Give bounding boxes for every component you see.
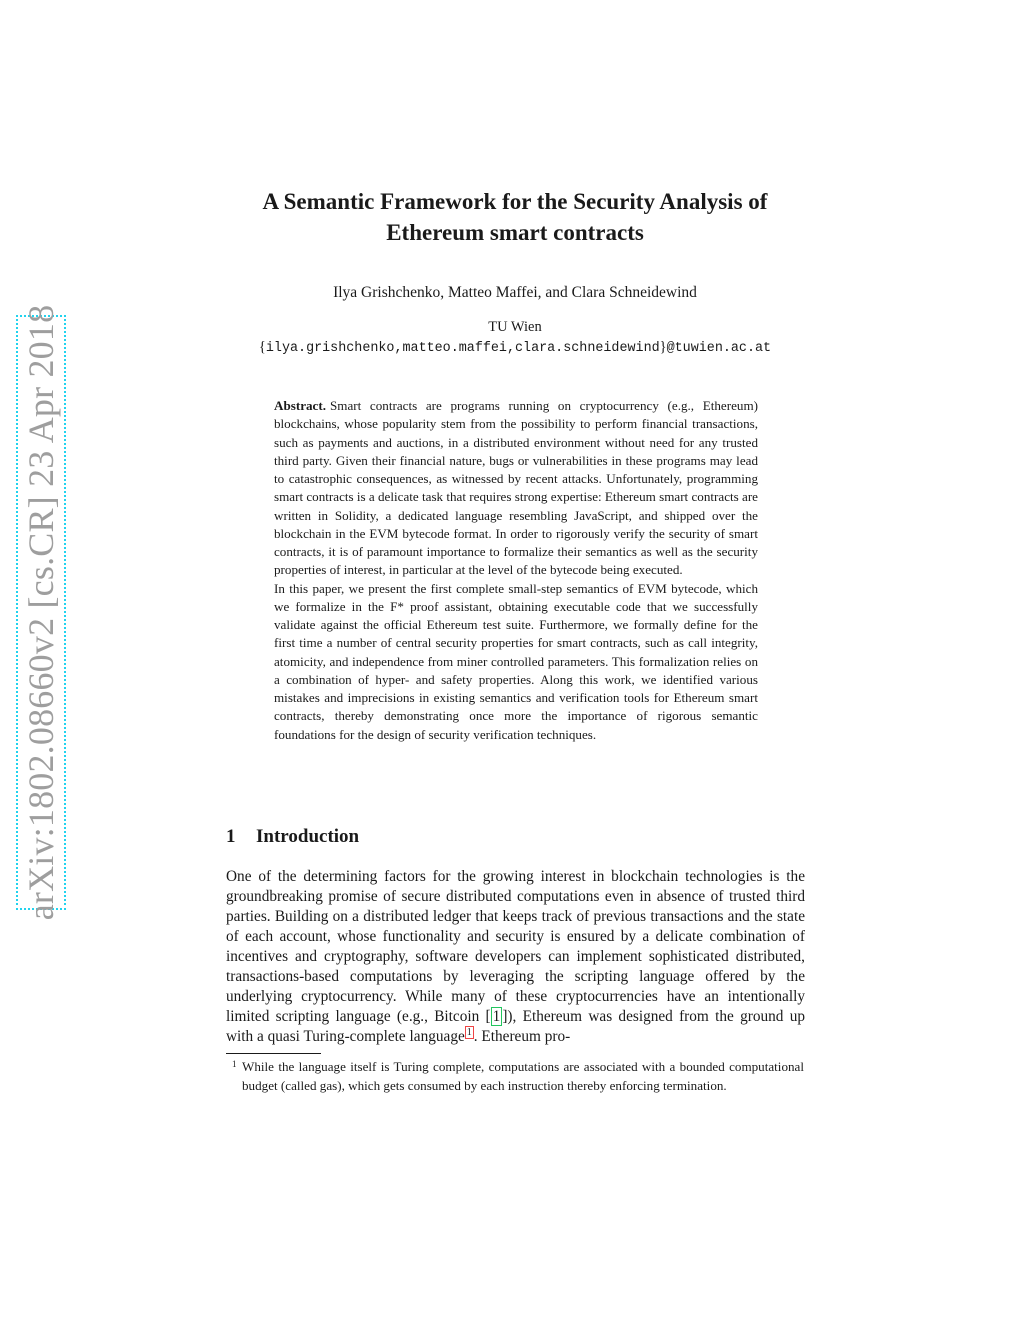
intro-text-3: . Ethereum pro- [473, 1028, 571, 1045]
title-line-2: Ethereum smart contracts [386, 220, 644, 245]
email-close-brace: } [659, 339, 667, 355]
arxiv-stamp-container [16, 304, 66, 921]
email-domain: @tuwien.ac.at [666, 341, 772, 356]
footnote-text: While the language itself is Turing complete, computations are associated with a bounded computational budget (called gas), which gets consumed by each instruction thereby enforcing termination. [242, 1059, 804, 1093]
intro-text-2: ]), Ethereum was designed from the ground up with a quasi Turing-complete language [226, 1008, 806, 1045]
abstract-text-1: Smart contracts are programs running on cryptocurrency (e.g., Ethereum) blockchains, whose popularity stem from the possibility to perform financial transactions, such as payments and auctions, in a distributed environment without need for any trusted third party. Given their financial nature, bugs or vulnerabilities in these programs may lead to catastrophic consequences, as witnessed by recent attacks. Unfortunately, programming smart contracts is a delicate task that requires strong expertise: Ethereum smart contracts are written in Solidity, a dedicated language resembling JavaScript, and shipped over the blockchain in the EVM bytecode format. In order to rigorously verify the security of smart contracts, it is of paramount importance to formalize their semantics as well as the security properties of interest, in particular at the level of the bytecode being executed. [274, 398, 758, 578]
intro-text-1: One of the determining factors for the growing interest in blockchain technologies is the groundbreaking promise of secure distributed computations even in absence of trusted third parties. Building on a distributed ledger that keeps track of previous transactions and the state of each account, whose functionality and security is ensured by a delicate combination of incentives and cryptography, software developers can implement sophisticated distributed, transactions-based computations by leveraging the scripting language offered by the underlying cryptocurrency. While many of these cryptocurrencies have an intentionally limited scripting language (e.g., Bitcoin [ [226, 868, 805, 1025]
section-number: 1 [226, 826, 236, 847]
footnote-mark: 1 [232, 1059, 237, 1069]
footnote-link[interactable]: 1 [466, 1026, 472, 1038]
section-title: Introduction [256, 826, 360, 847]
paper-title [200, 186, 830, 248]
abstract-paragraph-2: In this paper, we present the first complete small-step semantics of EVM bytecode, which we formalize in the F* proof assistant, obtaining executable code that we successfully validate against the official Ethereum test suite. Furthermore, we formally define for the first time a number of central security properties for smart contracts, such as call integrity, atomicity, and independence from miner controlled parameters. This formalization relies on a combination of hyper- and safety properties. Along this work, we identified various mistakes and imprecisions in existing semantics and verification tools for Ethereum smart contracts, thereby demonstrating once more the importance of rigorous semantic foundations for the design of security verification techniques. [274, 580, 758, 742]
intro-paragraph [226, 867, 805, 1047]
title-line-1: A Semantic Framework for the Security Analysis of [262, 189, 768, 214]
author-list: Ilya Grishchenko, Matteo Maffei, and Clara Schneidewind [333, 284, 697, 301]
affiliation: TU Wien [488, 319, 542, 335]
footnote [232, 1058, 804, 1095]
abstract-label: Abstract. [274, 398, 326, 413]
citation-link[interactable]: 1 [492, 1008, 501, 1025]
abstract [274, 397, 758, 744]
footnote-divider [226, 1053, 321, 1054]
email-addresses: ilya.grishchenko,matteo.maffei,clara.schneidewind [265, 341, 660, 356]
email-open-brace: { [258, 339, 266, 355]
abstract-paragraph-1 [274, 397, 758, 580]
section-heading [226, 826, 806, 848]
author-emails [160, 339, 870, 356]
arxiv-stamp[interactable]: arXiv:1802.08660v2 [cs.CR] 23 Apr 2018 [16, 315, 66, 910]
